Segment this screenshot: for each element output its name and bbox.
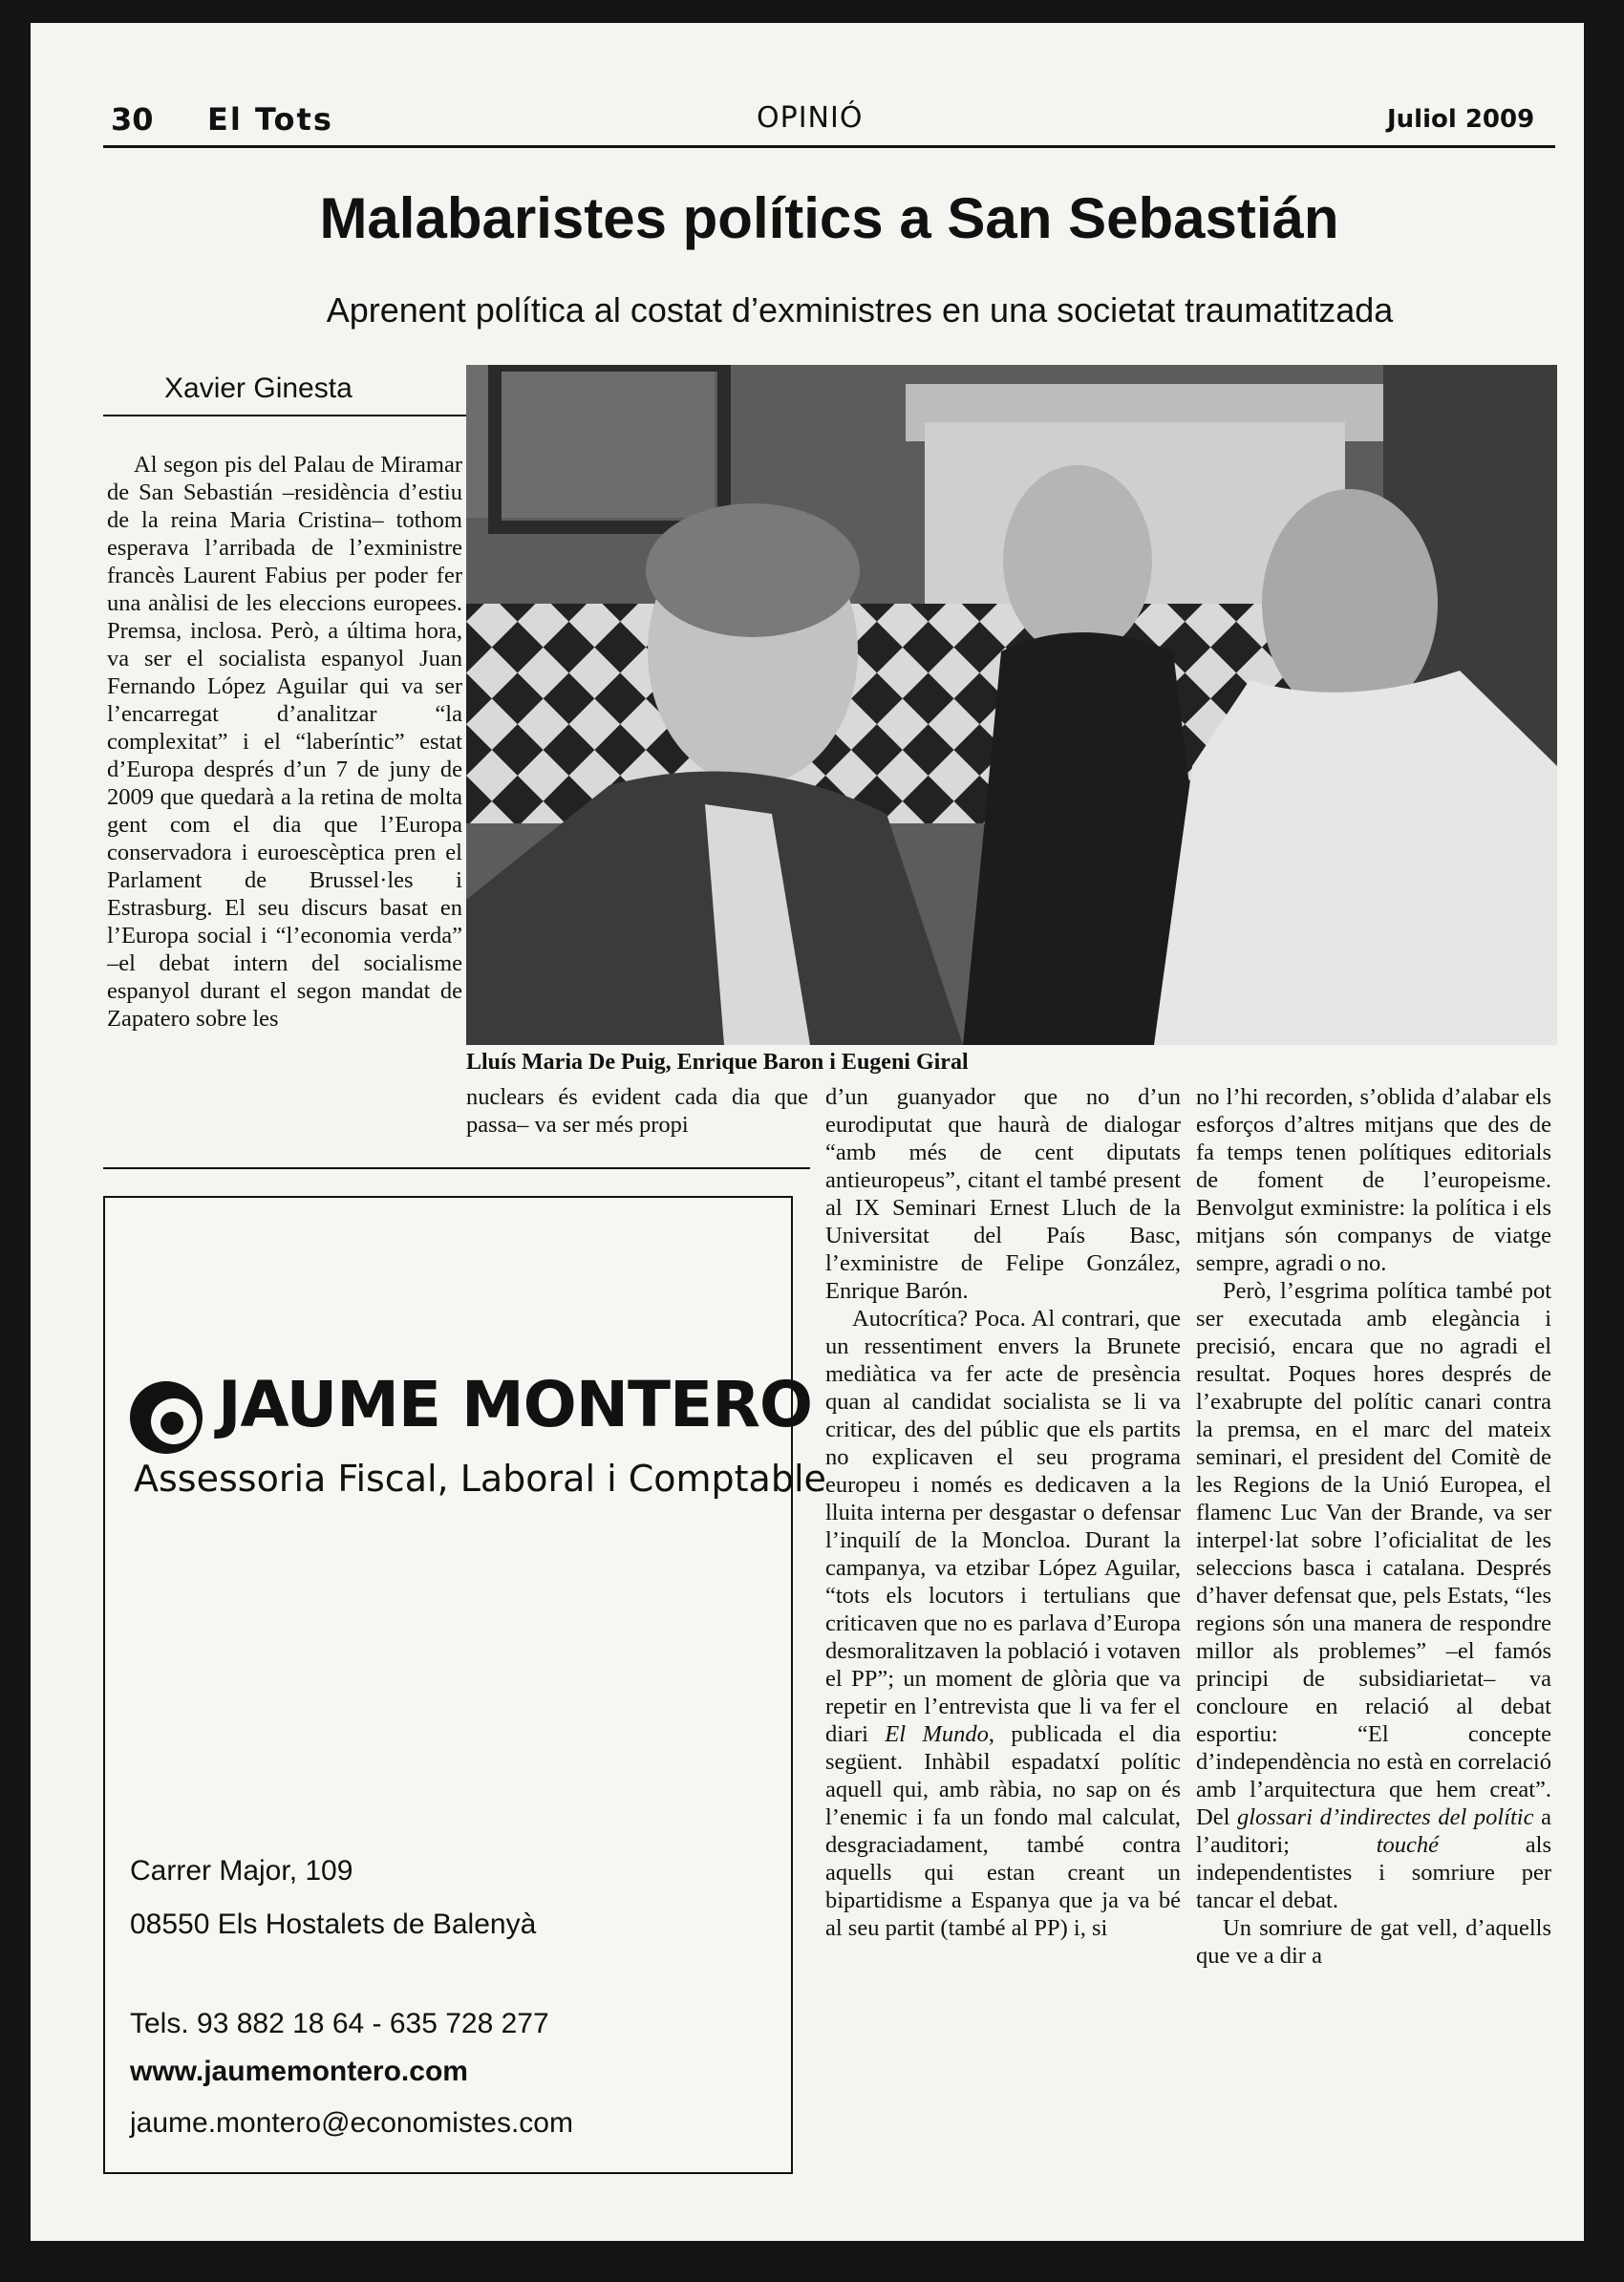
header-divider: [103, 145, 1555, 148]
publication-name: El Tots: [207, 101, 333, 138]
paragraph: no l’hi recorden, s’oblida d’alabar els esforços d’altres mitjans que des de fa temps tenen polítiques editorials de foment de l’europeisme. Benvolgut exministre: la política i els mitjans són companys de viatge sempre, agradi o no.: [1196, 1084, 1551, 1276]
ad-phones: Tels. 93 882 18 64 - 635 728 277: [130, 2008, 549, 2039]
newspaper-name: El Mundo: [885, 1721, 989, 1747]
ad-tagline: Assessoria Fiscal, Laboral i Comptable: [134, 1458, 826, 1500]
photo-caption: Lluís Maria De Puig, Enrique Baron i Eugeni Giral: [466, 1050, 969, 1075]
section-name: OPINIÓ: [757, 101, 864, 135]
paragraph: Però, l’esgrima política també pot ser executada amb elegància i precisió, encara que no agradi el resultat. Poques hores després de l’exabrupte del polític canari contra la premsa, en el marc del mateix seminari, el president del Comitè de les Regions de la Unió Europea, el flamenc Luc Van der Brande, va ser interpel·lat sobre l’oficialitat de les seleccions basca i catalana. Després d’haver defensat que, pels Estats, “les regions són una manera de respondre millor als problemes” –el famós principi de subsidiarietat– va concloure en relació al debat esportiu: “El concepte d’independència no està en correlació amb l’arquitectura que hem creat”. Del glossari d’indirectes del polític a l’auditori; touché als independentistes i somriure per tancar el debat.: [1196, 1278, 1551, 1913]
company-logo-icon: [128, 1379, 204, 1456]
ad-website-link[interactable]: www.jaumemontero.com: [130, 2056, 468, 2087]
photo-illustration: [466, 365, 1557, 1045]
paragraph: Un somriure de gat vell, d’aquells que ve a dir a: [1196, 1915, 1551, 1969]
ad-company-name: JAUME MONTERO: [218, 1368, 812, 1441]
advertisement-box: [103, 1196, 826, 2174]
ad-address-line-1: Carrer Major, 109: [130, 1855, 353, 1887]
article-column-4: [1196, 1083, 1551, 2182]
paragraph: Autocrítica? Poca. Al contrari, que un ressentiment envers la Brunete mediàtica va fer acte de presència quan al candidat socialista se li va criticar, des del públic que els partits no explicaven el seu programa europeu i només es dedicaven a la lluita interna per desgastar o defensar l’inquilí de la Moncloa. Durant la campanya, va etzibar López Aguilar, “tots els locutors i tertulians que criticaven que no es parlava d’Europa desmoralitzaven la població i votaven el PP”; un moment de glòria que va repetir en l’entrevista que li va fer el diari El Mundo, publicada el dia següent. Inhàbil espadatxí polític aquell qui, amb ràbia, no sap on és l’enemic i fa un fondo mal calculat, desgraciadament, també contra aquells qui estan creant un bipartidisme a Espanya que ja va bé al seu partit (també al PP) i, si: [825, 1306, 1181, 1941]
page-number: 30: [111, 101, 154, 138]
issue-date: Juliol 2009: [1387, 105, 1535, 134]
article-column-3: [825, 1083, 1181, 2182]
article-author: Xavier Ginesta: [164, 373, 353, 404]
emphasis: glossari d’indirectes del polític: [1237, 1804, 1534, 1830]
article-title: Malabaristes polítics a San Sebastián: [319, 186, 1339, 250]
ad-address-line-2: 08550 Els Hostalets de Balenyà: [130, 1909, 537, 1940]
newspaper-page: [31, 23, 1584, 2241]
emphasis: touché: [1376, 1832, 1440, 1858]
article-column-2: [466, 1083, 808, 1141]
author-divider: [103, 415, 468, 416]
article-subtitle: Aprenent política al costat d’exministres en una societat traumatitzada: [326, 290, 1394, 330]
article-column-1: [107, 451, 462, 1129]
ad-divider: [103, 1167, 810, 1169]
paragraph: d’un guanyador que no d’un eurodiputat que haurà de dialogar “amb més de cent diputats antieuropeus”, citant el també present al IX Seminari Ernest Lluch de la Universitat del País Basc, l’exministre de Felipe González, Enrique Barón.: [825, 1084, 1181, 1304]
paragraph: Al segon pis del Palau de Miramar de San Sebastián –residència d’estiu de la reina Maria Cristina– tothom esperava l’arribada de l’exministre francès Laurent Fabius per poder fer una anàlisi de les eleccions europees. Premsa, inclosa. Però, a última hora, va ser el socialista espanyol Juan Fernando López Aguilar qui va ser l’encarregat d’analitzar “la complexitat” i el “laberíntic” estat d’Europa després d’un 7 de juny de 2009 que quedarà a la retina de molta gent com el dia que l’Europa conservadora i euroescèptica pren el Parlament de Brussel·les i Estrasburg. El seu discurs basat en l’Europa social i “l’economia verda” –el debat intern del socialisme espanyol durant el segon mandat de Zapatero sobre les: [107, 452, 462, 1032]
ad-email-link[interactable]: jaume.montero@economistes.com: [130, 2107, 573, 2139]
article-photo: [466, 365, 1557, 1045]
paragraph: nuclears és evident cada dia que passa– va ser més propi: [466, 1084, 808, 1138]
